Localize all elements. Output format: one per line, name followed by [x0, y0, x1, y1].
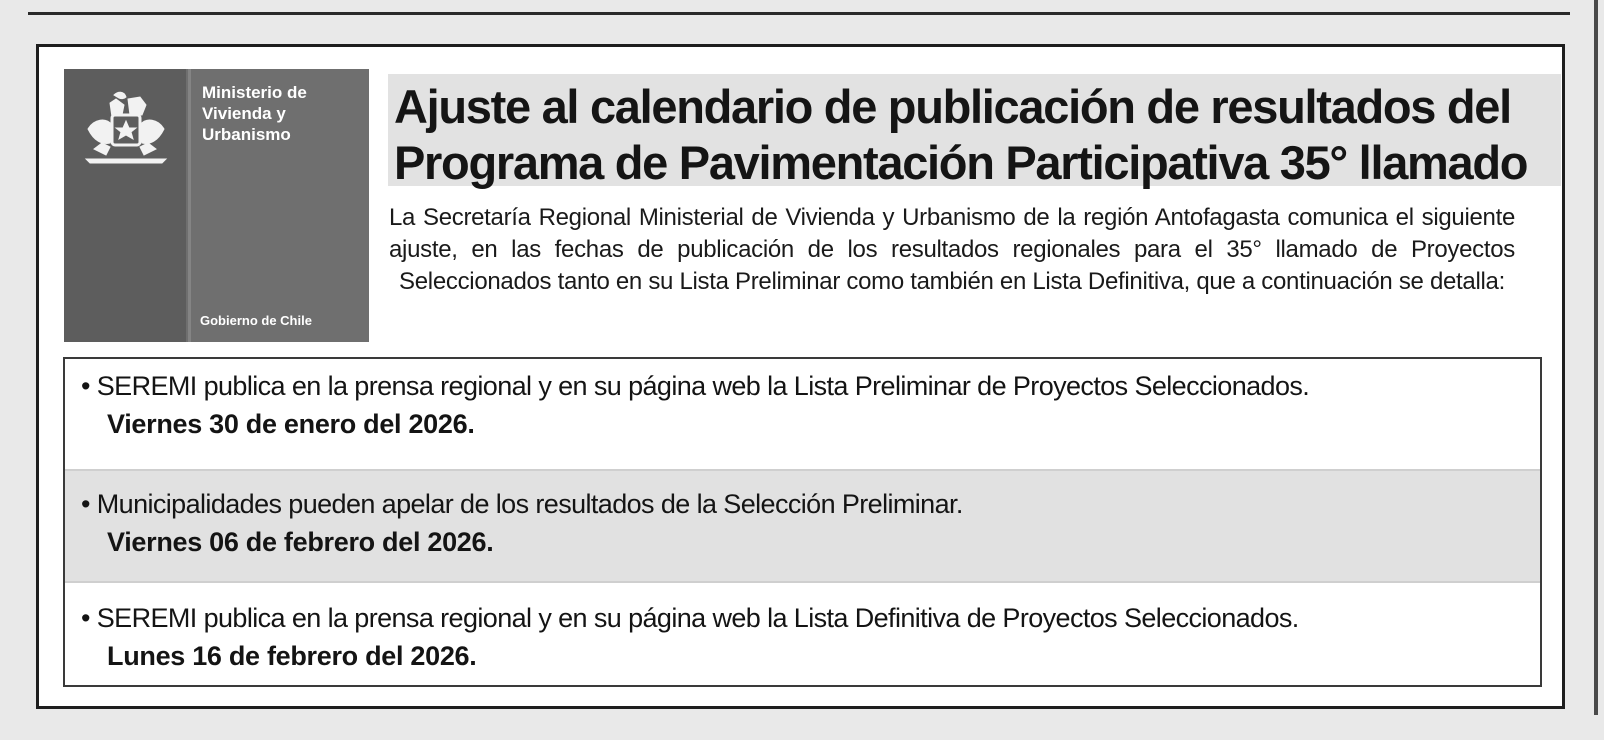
notice-title-line-2: Programa de Pavimentación Participativa 35° llamado: [394, 136, 1528, 189]
bullet-icon: •: [81, 489, 90, 519]
schedule-item-description: Municipalidades pueden apelar de los resultados de la Selección Preliminar.: [96, 489, 963, 519]
schedule-item-date: Lunes 16 de febrero del 2026.: [107, 641, 477, 671]
bullet-icon: •: [81, 371, 90, 401]
logo-divider: [188, 69, 191, 342]
schedule-item: [65, 359, 1540, 471]
schedule-item-date: Viernes 06 de febrero del 2026.: [107, 527, 494, 557]
notice-title: [394, 79, 1564, 191]
notice-title-line-1: Ajuste al calendario de publicación de resultados del: [394, 80, 1511, 133]
schedule-item: [65, 471, 1540, 583]
logo-crest-panel: [64, 69, 186, 342]
intro-paragraph: La Secretaría Regional Ministerial de Vivienda y Urbanismo de la región Antofagasta comunica el siguiente ajuste, en las fechas de publicación de los resultados regionales para el 35° llamado de Proyectos Seleccionados tanto en su Lista Preliminar como también en Lista Definitiva, que a continuación se detalla:: [389, 204, 1515, 295]
page-right-rule: [1594, 0, 1598, 715]
government-label: Gobierno de Chile: [200, 313, 312, 328]
page-top-rule: [28, 0, 1570, 15]
schedule-item-text: [81, 599, 1540, 637]
schedule-item: [65, 583, 1540, 685]
notice-frame: [36, 44, 1565, 709]
bullet-icon: •: [81, 603, 90, 633]
schedule-list: [63, 357, 1542, 687]
chilean-coat-of-arms-icon: [80, 89, 170, 169]
schedule-item-description: SEREMI publica en la prensa regional y en su página web la Lista Preliminar de Proyectos Seleccionados.: [96, 371, 1310, 401]
schedule-item-text: [81, 367, 1540, 405]
schedule-item-text: [81, 485, 1540, 523]
ministry-name: Ministerio de Vivienda y Urbanismo: [202, 83, 307, 144]
schedule-item-description: SEREMI publica en la prensa regional y en su página web la Lista Definitiva de Proyectos Seleccionados.: [96, 603, 1299, 633]
ministry-logo: [64, 69, 369, 342]
schedule-item-date: Viernes 30 de enero del 2026.: [107, 409, 475, 439]
